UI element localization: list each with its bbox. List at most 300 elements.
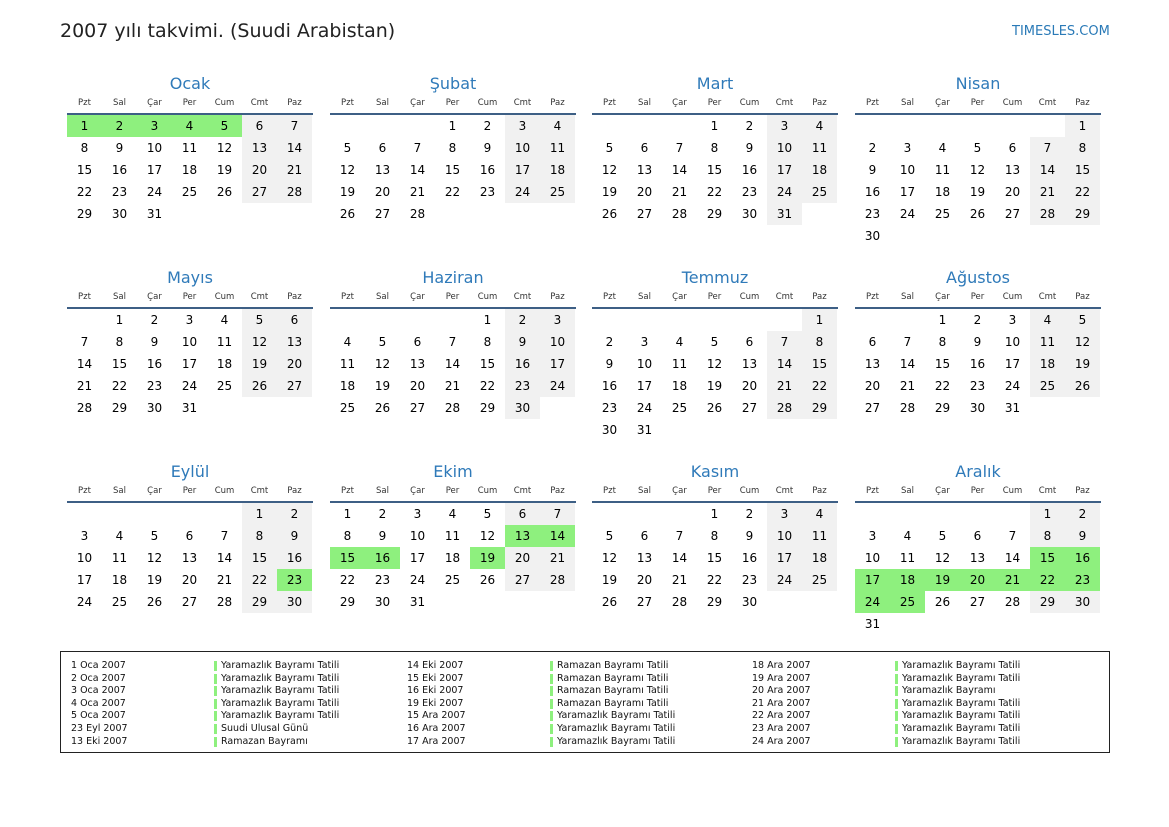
day-cell[interactable]: 21: [540, 547, 575, 569]
day-cell[interactable]: 10: [540, 331, 575, 353]
day-cell[interactable]: 14: [216, 551, 233, 565]
day-cell[interactable]: 26: [146, 595, 163, 609]
day-cell[interactable]: 22: [1030, 569, 1065, 591]
day-cell[interactable]: 30: [741, 595, 758, 609]
day-cell[interactable]: 11: [444, 529, 461, 543]
day-cell[interactable]: 30: [741, 207, 758, 221]
day-cell[interactable]: 14: [409, 163, 426, 177]
day-cell[interactable]: 9: [378, 529, 387, 543]
day-cell[interactable]: 9: [505, 331, 540, 353]
day-cell[interactable]: 3: [1008, 313, 1017, 327]
day-cell[interactable]: 15: [1065, 159, 1100, 181]
day-cell[interactable]: 7: [675, 529, 684, 543]
day-cell[interactable]: 7: [220, 529, 229, 543]
day-cell[interactable]: 1: [242, 503, 277, 525]
day-cell[interactable]: 1: [448, 119, 457, 133]
day-cell[interactable]: 12: [374, 357, 391, 371]
day-cell[interactable]: 15: [76, 163, 93, 177]
day-cell[interactable]: 11: [216, 335, 233, 349]
day-cell[interactable]: 22: [1065, 181, 1100, 203]
day-cell[interactable]: 31: [181, 401, 198, 415]
day-cell[interactable]: 29: [111, 401, 128, 415]
day-cell[interactable]: 14: [1004, 551, 1021, 565]
day-cell[interactable]: 16: [111, 163, 128, 177]
day-cell[interactable]: 16: [741, 551, 758, 565]
day-cell[interactable]: 2: [973, 313, 982, 327]
day-cell[interactable]: 20: [636, 573, 653, 587]
day-cell[interactable]: 1: [710, 507, 719, 521]
day-cell[interactable]: 24: [1004, 379, 1021, 393]
day-cell[interactable]: 16: [741, 163, 758, 177]
day-cell[interactable]: 6: [505, 503, 540, 525]
day-cell[interactable]: 29: [339, 595, 356, 609]
day-cell[interactable]: 25: [216, 379, 233, 393]
day-cell[interactable]: 6: [1008, 141, 1017, 155]
day-cell[interactable]: 24: [146, 185, 163, 199]
day-cell[interactable]: 14: [899, 357, 916, 371]
day-cell[interactable]: 11: [540, 137, 575, 159]
day-cell[interactable]: 27: [1004, 207, 1021, 221]
day-cell[interactable]: 15: [1030, 547, 1065, 569]
day-cell[interactable]: 16: [864, 185, 881, 199]
day-cell[interactable]: 13: [636, 551, 653, 565]
day-cell[interactable]: 1: [938, 313, 947, 327]
day-cell[interactable]: 15: [330, 547, 365, 569]
day-cell[interactable]: 9: [277, 525, 312, 547]
day-cell[interactable]: 25: [802, 569, 837, 591]
day-cell[interactable]: 27: [636, 207, 653, 221]
day-cell[interactable]: 11: [339, 357, 356, 371]
day-cell[interactable]: 2: [605, 335, 614, 349]
day-cell[interactable]: 26: [601, 595, 618, 609]
day-cell[interactable]: 19: [925, 569, 960, 591]
day-cell[interactable]: 4: [540, 115, 575, 137]
day-cell[interactable]: 29: [76, 207, 93, 221]
day-cell[interactable]: 12: [706, 357, 723, 371]
day-cell[interactable]: 2: [483, 119, 492, 133]
day-cell[interactable]: 13: [181, 551, 198, 565]
day-cell[interactable]: 9: [115, 141, 124, 155]
day-cell[interactable]: 2: [868, 141, 877, 155]
day-cell[interactable]: 24: [767, 181, 802, 203]
day-cell[interactable]: 31: [767, 203, 802, 225]
day-cell[interactable]: 14: [767, 353, 802, 375]
day-cell[interactable]: 21: [671, 185, 688, 199]
day-cell[interactable]: 12: [242, 331, 277, 353]
day-cell[interactable]: 12: [1065, 331, 1100, 353]
day-cell[interactable]: 5: [710, 335, 719, 349]
day-cell[interactable]: 25: [890, 591, 925, 613]
day-cell[interactable]: 23: [1065, 569, 1100, 591]
day-cell[interactable]: 3: [80, 529, 89, 543]
day-cell[interactable]: 7: [1030, 137, 1065, 159]
day-cell[interactable]: 18: [111, 573, 128, 587]
day-cell[interactable]: 25: [339, 401, 356, 415]
day-cell[interactable]: 26: [242, 375, 277, 397]
day-cell[interactable]: 28: [76, 401, 93, 415]
day-cell[interactable]: 25: [444, 573, 461, 587]
day-cell[interactable]: 7: [675, 141, 684, 155]
day-cell[interactable]: 27: [864, 401, 881, 415]
day-cell[interactable]: 2: [277, 503, 312, 525]
day-cell[interactable]: 23: [146, 379, 163, 393]
day-cell[interactable]: 4: [343, 335, 352, 349]
day-cell[interactable]: 26: [374, 401, 391, 415]
day-cell[interactable]: 13: [636, 163, 653, 177]
day-cell[interactable]: 31: [146, 207, 163, 221]
day-cell[interactable]: 1: [343, 507, 352, 521]
day-cell[interactable]: 4: [802, 503, 837, 525]
day-cell[interactable]: 21: [76, 379, 93, 393]
day-cell[interactable]: 3: [767, 115, 802, 137]
day-cell[interactable]: 23: [741, 573, 758, 587]
day-cell[interactable]: 18: [216, 357, 233, 371]
day-cell[interactable]: 10: [767, 137, 802, 159]
day-cell[interactable]: 1: [710, 119, 719, 133]
day-cell[interactable]: 30: [1065, 591, 1100, 613]
day-cell[interactable]: 14: [1030, 159, 1065, 181]
day-cell[interactable]: 20: [181, 573, 198, 587]
day-cell[interactable]: 6: [413, 335, 422, 349]
day-cell[interactable]: 19: [601, 185, 618, 199]
day-cell[interactable]: 5: [207, 115, 242, 137]
day-cell[interactable]: 12: [601, 163, 618, 177]
day-cell[interactable]: 20: [864, 379, 881, 393]
day-cell[interactable]: 9: [605, 357, 614, 371]
day-cell[interactable]: 11: [1030, 331, 1065, 353]
day-cell[interactable]: 5: [605, 529, 614, 543]
day-cell[interactable]: 13: [864, 357, 881, 371]
day-cell[interactable]: 22: [479, 379, 496, 393]
day-cell[interactable]: 17: [76, 573, 93, 587]
day-cell[interactable]: 9: [973, 335, 982, 349]
day-cell[interactable]: 20: [409, 379, 426, 393]
day-cell[interactable]: 20: [505, 547, 540, 569]
day-cell[interactable]: 11: [111, 551, 128, 565]
day-cell[interactable]: 2: [378, 507, 387, 521]
day-cell[interactable]: 5: [343, 141, 352, 155]
day-cell[interactable]: 18: [934, 185, 951, 199]
day-cell[interactable]: 3: [868, 529, 877, 543]
day-cell[interactable]: 28: [1004, 595, 1021, 609]
day-cell[interactable]: 17: [1004, 357, 1021, 371]
day-cell[interactable]: 21: [444, 379, 461, 393]
day-cell[interactable]: 4: [1030, 309, 1065, 331]
day-cell[interactable]: 30: [277, 591, 312, 613]
day-cell[interactable]: 27: [505, 569, 540, 591]
day-cell[interactable]: 28: [671, 207, 688, 221]
day-cell[interactable]: 4: [172, 115, 207, 137]
day-cell[interactable]: 13: [741, 357, 758, 371]
day-cell[interactable]: 6: [242, 115, 277, 137]
day-cell[interactable]: 7: [413, 141, 422, 155]
day-cell[interactable]: 23: [505, 375, 540, 397]
day-cell[interactable]: 5: [483, 507, 492, 521]
day-cell[interactable]: 7: [448, 335, 457, 349]
day-cell[interactable]: 19: [339, 185, 356, 199]
day-cell[interactable]: 29: [934, 401, 951, 415]
day-cell[interactable]: 28: [277, 181, 312, 203]
day-cell[interactable]: 28: [899, 401, 916, 415]
day-cell[interactable]: 2: [1065, 503, 1100, 525]
day-cell[interactable]: 3: [767, 503, 802, 525]
day-cell[interactable]: 16: [601, 379, 618, 393]
day-cell[interactable]: 27: [409, 401, 426, 415]
day-cell[interactable]: 27: [374, 207, 391, 221]
day-cell[interactable]: 12: [934, 551, 951, 565]
day-cell[interactable]: 23: [479, 185, 496, 199]
day-cell[interactable]: 2: [745, 507, 754, 521]
day-cell[interactable]: 6: [868, 335, 877, 349]
day-cell[interactable]: 30: [864, 229, 881, 243]
day-cell[interactable]: 30: [505, 397, 540, 419]
day-cell[interactable]: 8: [1065, 137, 1100, 159]
day-cell[interactable]: 4: [220, 313, 229, 327]
day-cell[interactable]: 28: [671, 595, 688, 609]
day-cell[interactable]: 5: [242, 309, 277, 331]
day-cell[interactable]: 18: [444, 551, 461, 565]
day-cell[interactable]: 22: [242, 569, 277, 591]
day-cell[interactable]: 10: [636, 357, 653, 371]
day-cell[interactable]: 18: [181, 163, 198, 177]
day-cell[interactable]: 28: [767, 397, 802, 419]
day-cell[interactable]: 27: [636, 595, 653, 609]
day-cell[interactable]: 8: [1030, 525, 1065, 547]
day-cell[interactable]: 10: [146, 141, 163, 155]
day-cell[interactable]: 14: [540, 525, 575, 547]
day-cell[interactable]: 25: [671, 401, 688, 415]
day-cell[interactable]: 16: [479, 163, 496, 177]
day-cell[interactable]: 20: [374, 185, 391, 199]
day-cell[interactable]: 26: [706, 401, 723, 415]
day-cell[interactable]: 17: [767, 159, 802, 181]
day-cell[interactable]: 25: [111, 595, 128, 609]
day-cell[interactable]: 11: [181, 141, 198, 155]
day-cell[interactable]: 23: [741, 185, 758, 199]
day-cell[interactable]: 5: [938, 529, 947, 543]
day-cell[interactable]: 11: [802, 137, 837, 159]
day-cell[interactable]: 17: [767, 547, 802, 569]
day-cell[interactable]: 26: [934, 595, 951, 609]
day-cell[interactable]: 3: [505, 115, 540, 137]
day-cell[interactable]: 22: [802, 375, 837, 397]
day-cell[interactable]: 21: [277, 159, 312, 181]
day-cell[interactable]: 14: [671, 163, 688, 177]
day-cell[interactable]: 7: [1008, 529, 1017, 543]
day-cell[interactable]: 19: [601, 573, 618, 587]
day-cell[interactable]: 6: [973, 529, 982, 543]
day-cell[interactable]: 8: [802, 331, 837, 353]
day-cell[interactable]: 12: [969, 163, 986, 177]
day-cell[interactable]: 9: [483, 141, 492, 155]
day-cell[interactable]: 29: [706, 207, 723, 221]
day-cell[interactable]: 25: [1030, 375, 1065, 397]
day-cell[interactable]: 13: [277, 331, 312, 353]
day-cell[interactable]: 7: [903, 335, 912, 349]
day-cell[interactable]: 22: [76, 185, 93, 199]
day-cell[interactable]: 25: [802, 181, 837, 203]
day-cell[interactable]: 5: [150, 529, 159, 543]
day-cell[interactable]: 13: [409, 357, 426, 371]
day-cell[interactable]: 28: [540, 569, 575, 591]
day-cell[interactable]: 14: [671, 551, 688, 565]
day-cell[interactable]: 24: [767, 569, 802, 591]
day-cell[interactable]: 31: [1004, 401, 1021, 415]
day-cell[interactable]: 17: [540, 353, 575, 375]
day-cell[interactable]: 22: [339, 573, 356, 587]
day-cell[interactable]: 1: [67, 115, 102, 137]
day-cell[interactable]: 15: [706, 163, 723, 177]
day-cell[interactable]: 12: [146, 551, 163, 565]
day-cell[interactable]: 7: [767, 331, 802, 353]
day-cell[interactable]: 10: [767, 525, 802, 547]
day-cell[interactable]: 8: [710, 529, 719, 543]
day-cell[interactable]: 16: [146, 357, 163, 371]
day-cell[interactable]: 20: [242, 159, 277, 181]
day-cell[interactable]: 9: [868, 163, 877, 177]
day-cell[interactable]: 30: [146, 401, 163, 415]
day-cell[interactable]: 26: [601, 207, 618, 221]
day-cell[interactable]: 13: [969, 551, 986, 565]
day-cell[interactable]: 27: [969, 595, 986, 609]
day-cell[interactable]: 25: [934, 207, 951, 221]
day-cell[interactable]: 19: [1065, 353, 1100, 375]
day-cell[interactable]: 23: [277, 569, 312, 591]
day-cell[interactable]: 10: [76, 551, 93, 565]
day-cell[interactable]: 18: [802, 159, 837, 181]
day-cell[interactable]: 23: [374, 573, 391, 587]
day-cell[interactable]: 21: [1030, 181, 1065, 203]
day-cell[interactable]: 26: [216, 185, 233, 199]
day-cell[interactable]: 31: [636, 423, 653, 437]
day-cell[interactable]: 16: [505, 353, 540, 375]
day-cell[interactable]: 21: [899, 379, 916, 393]
day-cell[interactable]: 6: [640, 529, 649, 543]
day-cell[interactable]: 24: [76, 595, 93, 609]
day-cell[interactable]: 4: [115, 529, 124, 543]
day-cell[interactable]: 28: [216, 595, 233, 609]
day-cell[interactable]: 11: [802, 525, 837, 547]
day-cell[interactable]: 18: [671, 379, 688, 393]
day-cell[interactable]: 8: [115, 335, 124, 349]
day-cell[interactable]: 19: [470, 547, 505, 569]
day-cell[interactable]: 18: [802, 547, 837, 569]
day-cell[interactable]: 9: [150, 335, 159, 349]
day-cell[interactable]: 15: [111, 357, 128, 371]
day-cell[interactable]: 14: [277, 137, 312, 159]
day-cell[interactable]: 15: [242, 547, 277, 569]
day-cell[interactable]: 22: [444, 185, 461, 199]
day-cell[interactable]: 4: [802, 115, 837, 137]
day-cell[interactable]: 14: [444, 357, 461, 371]
day-cell[interactable]: 18: [540, 159, 575, 181]
day-cell[interactable]: 13: [242, 137, 277, 159]
day-cell[interactable]: 13: [374, 163, 391, 177]
day-cell[interactable]: 21: [671, 573, 688, 587]
day-cell[interactable]: 24: [181, 379, 198, 393]
day-cell[interactable]: 3: [413, 507, 422, 521]
day-cell[interactable]: 9: [1065, 525, 1100, 547]
day-cell[interactable]: 22: [706, 573, 723, 587]
day-cell[interactable]: 24: [540, 375, 575, 397]
day-cell[interactable]: 10: [899, 163, 916, 177]
day-cell[interactable]: 17: [899, 185, 916, 199]
day-cell[interactable]: 20: [277, 353, 312, 375]
day-cell[interactable]: 9: [745, 529, 754, 543]
day-cell[interactable]: 18: [339, 379, 356, 393]
day-cell[interactable]: 26: [479, 573, 496, 587]
day-cell[interactable]: 1: [115, 313, 124, 327]
day-cell[interactable]: 6: [640, 141, 649, 155]
day-cell[interactable]: 18: [890, 569, 925, 591]
day-cell[interactable]: 24: [855, 591, 890, 613]
day-cell[interactable]: 25: [181, 185, 198, 199]
day-cell[interactable]: 30: [969, 401, 986, 415]
day-cell[interactable]: 20: [636, 185, 653, 199]
day-cell[interactable]: 8: [242, 525, 277, 547]
day-cell[interactable]: 8: [483, 335, 492, 349]
day-cell[interactable]: 27: [277, 375, 312, 397]
day-cell[interactable]: 15: [479, 357, 496, 371]
day-cell[interactable]: 1: [483, 313, 492, 327]
day-cell[interactable]: 6: [185, 529, 194, 543]
day-cell[interactable]: 24: [899, 207, 916, 221]
day-cell[interactable]: 2: [150, 313, 159, 327]
day-cell[interactable]: 27: [741, 401, 758, 415]
day-cell[interactable]: 7: [540, 503, 575, 525]
day-cell[interactable]: 30: [111, 207, 128, 221]
day-cell[interactable]: 2: [505, 309, 540, 331]
day-cell[interactable]: 26: [969, 207, 986, 221]
day-cell[interactable]: 8: [343, 529, 352, 543]
day-cell[interactable]: 20: [1004, 185, 1021, 199]
day-cell[interactable]: 13: [505, 525, 540, 547]
day-cell[interactable]: 1: [1030, 503, 1065, 525]
day-cell[interactable]: 31: [864, 617, 881, 631]
day-cell[interactable]: 3: [137, 115, 172, 137]
day-cell[interactable]: 28: [1030, 203, 1065, 225]
day-cell[interactable]: 2: [745, 119, 754, 133]
day-cell[interactable]: 17: [181, 357, 198, 371]
day-cell[interactable]: 4: [448, 507, 457, 521]
day-cell[interactable]: 31: [409, 595, 426, 609]
day-cell[interactable]: 22: [706, 185, 723, 199]
day-cell[interactable]: 21: [995, 569, 1030, 591]
day-cell[interactable]: 7: [277, 115, 312, 137]
day-cell[interactable]: 12: [601, 551, 618, 565]
day-cell[interactable]: 19: [969, 185, 986, 199]
day-cell[interactable]: 29: [706, 595, 723, 609]
day-cell[interactable]: 12: [479, 529, 496, 543]
day-cell[interactable]: 4: [903, 529, 912, 543]
day-cell[interactable]: 19: [146, 573, 163, 587]
day-cell[interactable]: 30: [374, 595, 391, 609]
day-cell[interactable]: 27: [181, 595, 198, 609]
day-cell[interactable]: 15: [802, 353, 837, 375]
day-cell[interactable]: 19: [216, 163, 233, 177]
day-cell[interactable]: 29: [242, 591, 277, 613]
day-cell[interactable]: 2: [102, 115, 137, 137]
day-cell[interactable]: 29: [479, 401, 496, 415]
day-cell[interactable]: 6: [745, 335, 754, 349]
day-cell[interactable]: 1: [802, 309, 837, 331]
day-cell[interactable]: 4: [675, 335, 684, 349]
day-cell[interactable]: 28: [444, 401, 461, 415]
day-cell[interactable]: 28: [409, 207, 426, 221]
day-cell[interactable]: 21: [409, 185, 426, 199]
day-cell[interactable]: 16: [365, 547, 400, 569]
day-cell[interactable]: 5: [973, 141, 982, 155]
